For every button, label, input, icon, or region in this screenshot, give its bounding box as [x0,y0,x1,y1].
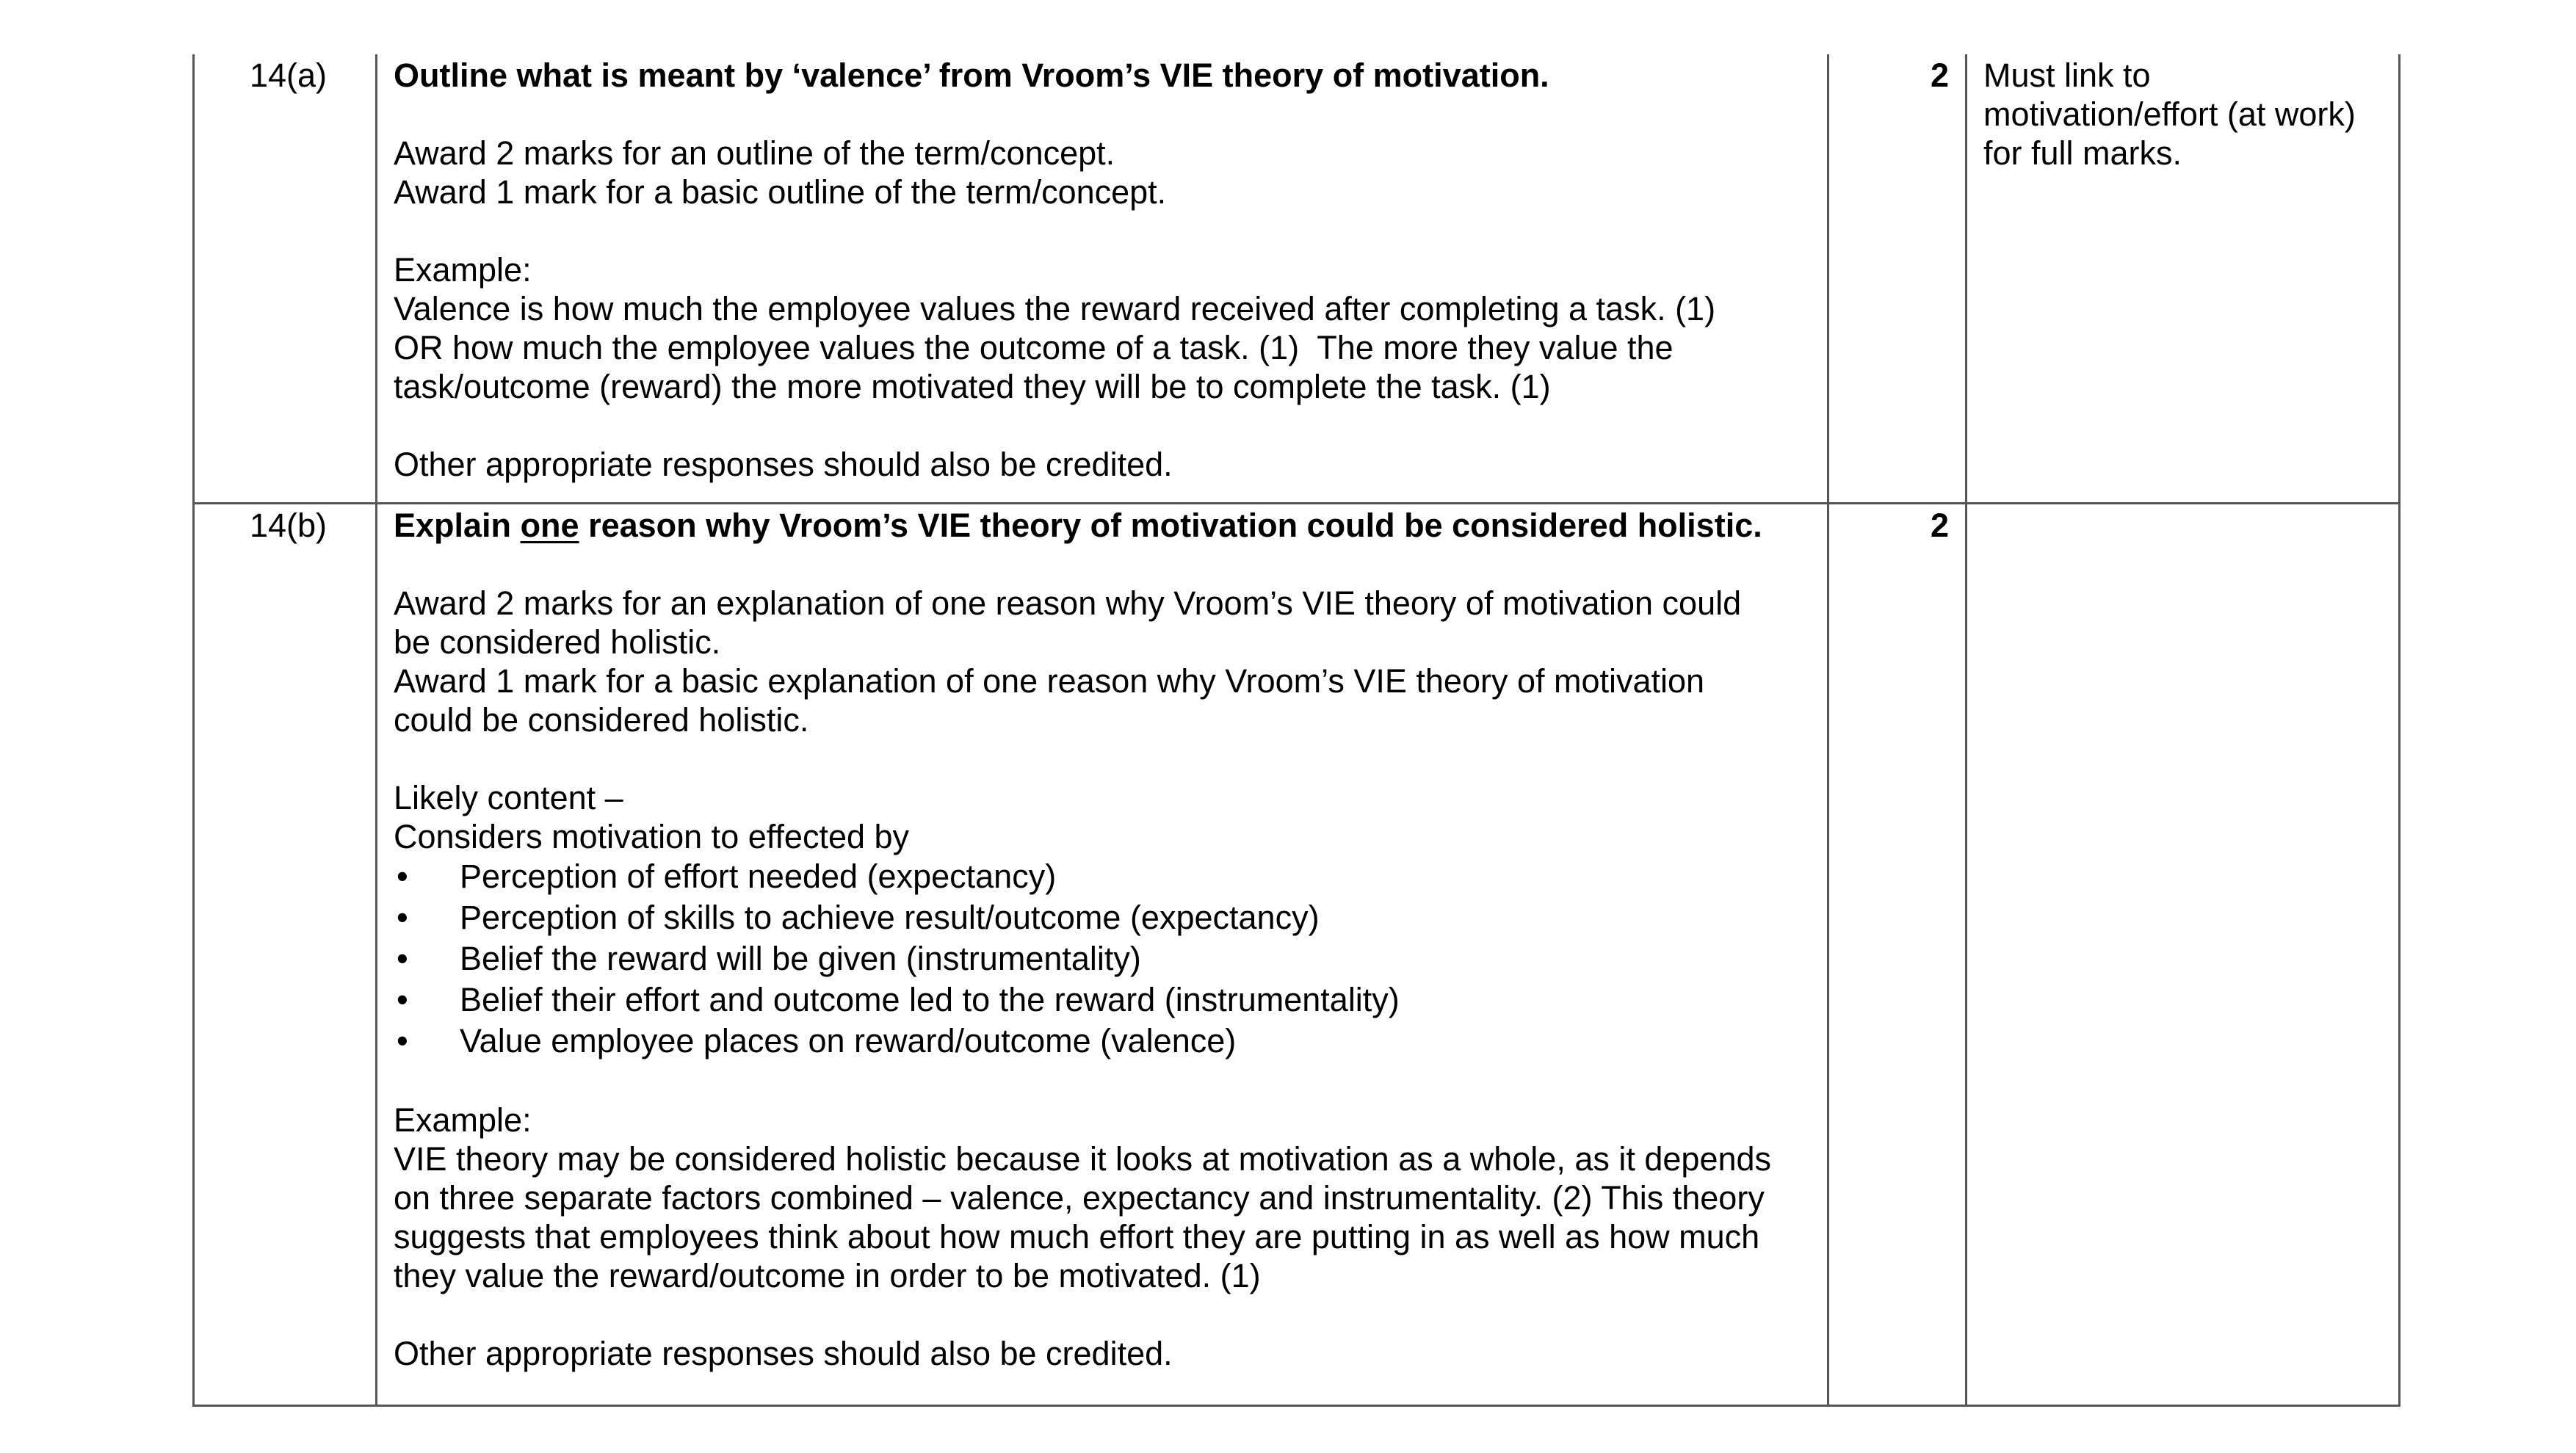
marks-cell [1828,504,1967,1406]
marks-value: 2 [1930,507,1949,544]
list-item-text: Belief their effort and outcome led to the reward (instrumentality) [460,981,1400,1018]
guidance-line: for full marks. [1983,134,2182,172]
question-text-pre: Explain [394,507,521,544]
guidance-cell [1967,504,2400,1406]
marks-cell [1828,54,1967,504]
list-item [394,979,1812,1021]
bullet-icon: • [397,940,408,977]
award-line: Award 1 mark for a basic outline of the term/concept. [394,173,1167,211]
guidance-line: Must link to [1983,57,2151,94]
mark-scheme-table [192,54,2400,1407]
question-number-cell [194,504,377,1406]
award-line: Award 2 marks for an explanation of one reason why Vroom’s VIE theory of motivation could [394,584,1742,622]
bullet-icon: • [397,981,408,1018]
award-line: be considered holistic. [394,623,721,661]
likely-content-heading: Likely content – [394,779,623,816]
example-line: task/outcome (reward) the more motivated they will be to complete the task. (1) [394,368,1551,405]
list-item [394,897,1812,938]
list-item-text: Perception of effort needed (expectancy) [460,858,1057,895]
guidance-line: motivation/effort (at work) [1983,95,2356,133]
question-number-cell [194,54,377,504]
list-item-text: Belief the reward will be given (instrumentality) [460,940,1141,977]
example-line: they value the reward/outcome in order to be motivated. (1) [394,1257,1261,1294]
question-text [394,506,1812,545]
example-heading: Example: [394,1101,532,1139]
marks-value: 2 [1930,57,1949,94]
example-heading: Example: [394,251,532,289]
list-item-text: Value employee places on reward/outcome (valence) [460,1022,1237,1059]
credit-note: Other appropriate responses should also be credited. [394,1335,1173,1372]
question-number: 14(b) [249,507,327,544]
table-row [194,504,2400,1406]
example-line: Valence is how much the employee values the reward received after completing a task. (1) [394,290,1716,327]
example-line: suggests that employees think about how much effort they are putting in as well as how much [394,1218,1760,1255]
list-item [394,1021,1812,1062]
answer-cell [377,504,1828,1406]
bullet-icon: • [397,858,408,895]
award-line: could be considered holistic. [394,701,809,739]
list-item-text: Perception of skills to achieve result/outcome (expectancy) [460,899,1320,936]
example-line: OR how much the employee values the outcome of a task. (1) The more they value the [394,329,1674,366]
guidance-cell [1967,54,2400,504]
list-item [394,938,1812,979]
credit-note: Other appropriate responses should also be credited. [394,446,1173,483]
award-line: Award 2 marks for an outline of the term/concept. [394,134,1115,172]
award-line: Award 1 mark for a basic explanation of one reason why Vroom’s VIE theory of motivation [394,662,1705,700]
likely-content-intro: Considers motivation to effected by [394,818,910,855]
bullet-icon: • [397,899,408,936]
question-number: 14(a) [249,57,327,94]
list-item [394,856,1812,897]
example-line: VIE theory may be considered holistic because it looks at motivation as a whole, as it depends [394,1140,1772,1178]
table-row [194,54,2400,504]
answer-cell [377,54,1828,504]
question-text: Outline what is meant by ‘valence’ from Vroom’s VIE theory of motivation. [394,57,1549,94]
question-emphasis: one [520,507,579,544]
likely-content-list [394,856,1812,1062]
example-line: on three separate factors combined – valence, expectancy and instrumentality. (2) This theory [394,1179,1765,1217]
bullet-icon: • [397,1022,408,1059]
question-text-post: reason why Vroom’s VIE theory of motivation could be considered holistic. [579,507,1762,544]
